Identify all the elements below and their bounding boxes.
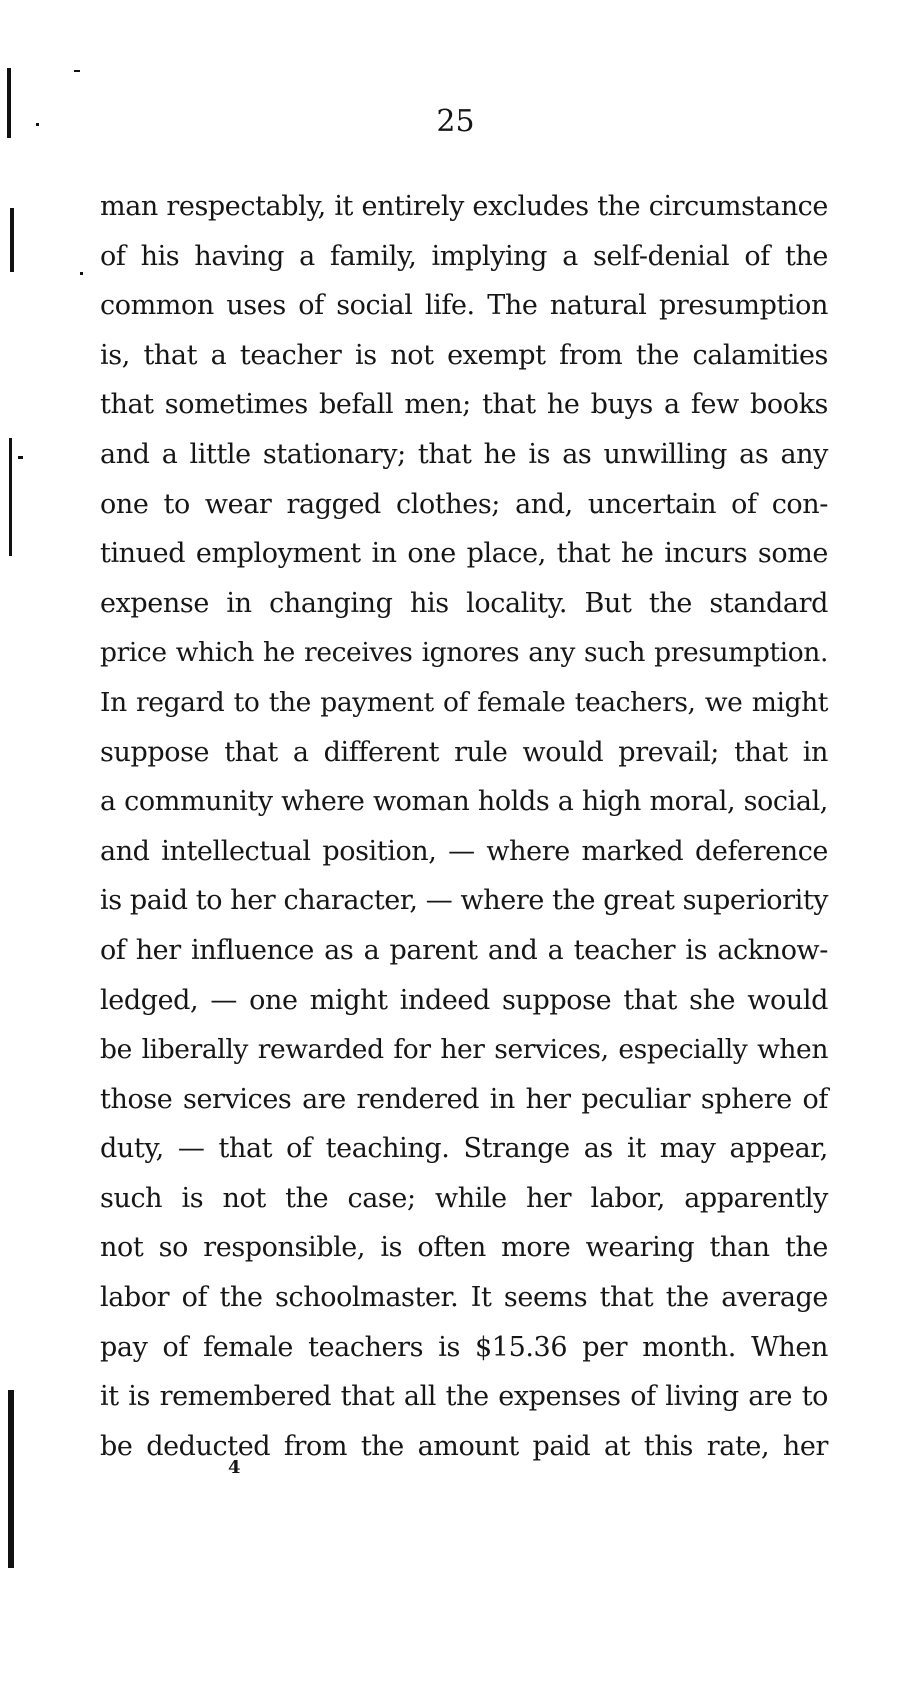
text-line: pay of female teachers is $15.36 per month. When	[100, 1331, 828, 1363]
text-line: labor of the schoolmaster. It seems that the average	[100, 1282, 828, 1314]
text-line: In regard to the payment of female teachers, we might	[100, 686, 828, 718]
signature-mark: 4	[228, 1457, 241, 1478]
text-line: such is not the case; while her labor, apparently	[100, 1182, 828, 1214]
text-line: duty, — that of teaching. Strange as it may appear,	[100, 1133, 828, 1165]
text-line: be liberally rewarded for her services, especially when	[100, 1034, 828, 1066]
scan-speck	[80, 272, 83, 275]
text-line: suppose that a different rule would prevail; that in	[100, 736, 828, 768]
text-line: that sometimes befall men; that he buys a few books	[100, 389, 828, 421]
text-line: is, that a teacher is not exempt from the calamities	[100, 339, 828, 371]
text-line: expense in changing his locality. But the standard	[100, 587, 828, 619]
scan-edge-mark	[8, 1390, 14, 1568]
text-line: price which he receives ignores any such presumption.	[100, 637, 828, 669]
scan-edge-mark	[10, 208, 14, 272]
text-line: man respectably, it entirely excludes the circumstance	[100, 191, 828, 222]
text-line: is paid to her character, — where the great superiority	[100, 885, 829, 917]
page-number: 25	[436, 104, 475, 139]
text-line: it is remembered that all the expenses of living are to	[100, 1381, 828, 1413]
text-line: a community where woman holds a high moral, social,	[100, 786, 828, 818]
text-line: not so responsible, is often more wearing than the	[100, 1232, 828, 1264]
text-line: of her influence as a parent and a teacher is acknow-	[100, 934, 828, 966]
text-line: and a little stationary; that he is as unwilling as any	[100, 438, 828, 470]
scan-edge-mark	[9, 438, 12, 556]
text-line: common uses of social life. The natural presumption	[100, 290, 828, 322]
text-line: of his having a family, implying a self-denial of the	[100, 240, 828, 272]
text-line: tinued employment in one place, that he incurs some	[100, 538, 828, 570]
text-line: one to wear ragged clothes; and, uncertain of con-	[100, 488, 828, 520]
scan-speck	[18, 456, 23, 459]
text-line: and intellectual position, — where marked deference	[100, 835, 828, 867]
text-line: those services are rendered in her peculiar sphere of	[100, 1083, 828, 1115]
text-line: ledged, — one might indeed suppose that she would	[100, 984, 828, 1016]
scan-speck	[74, 70, 80, 72]
text-line: be deducted from the amount paid at this rate, her	[100, 1430, 828, 1462]
body-text	[100, 187, 828, 1476]
